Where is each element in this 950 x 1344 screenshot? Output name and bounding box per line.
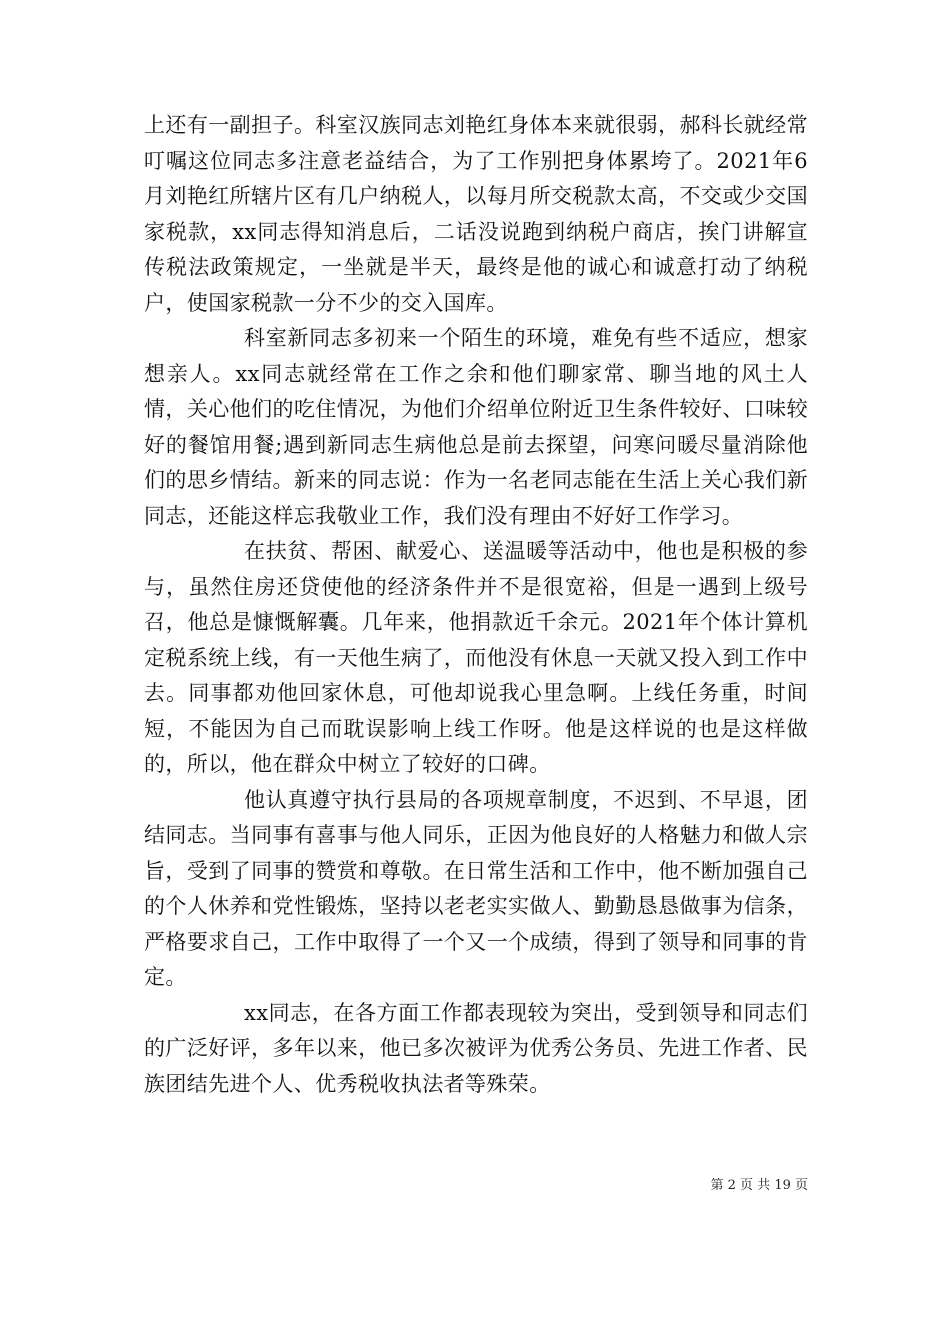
paragraph-4: 他认真遵守执行县局的各项规章制度，不迟到、不早退，团结同志。当同事有喜事与他人同乐，正因为他良好的人格魅力和做人宗旨，受到了同事的赞赏和尊敬。在日常生活和工作中，他不断加强自己的个人休养和党性锻炼，坚持以老老实实做人、勤勤恳恳做事为信条，严格要求自己，工作中取得了一个又一个成绩，得到了领导和同事的肯定。 (144, 787, 808, 989)
paragraph-3: 在扶贫、帮困、献爱心、送温暖等活动中，他也是积极的参与，虽然住房还贷使他的经济条件并不是很宽裕，但是一遇到上级号召，他总是慷慨解囊。几年来，他捐款近千余元。2021年个体计算机定税系统上线，有一天他生病了，而他没有休息一天就又投入到工作中去。同事都劝他回家休息，可他却说我心里急啊。上线任务重，时间短，不能因为自己而耽误影响上线工作呀。他是这样说的也是这样做的，所以，他在群众中树立了较好的口碑。 (144, 539, 808, 776)
paragraph-5: xx同志，在各方面工作都表现较为突出，受到领导和同志们的广泛好评，多年以来，他已多次被评为优秀公务员、先进工作者、民族团结先进个人、优秀税收执法者等殊荣。 (144, 1000, 808, 1096)
document-body (144, 108, 808, 1102)
page-number: 第 2 页 共 19 页 (710, 1178, 808, 1193)
paragraph-2: 科室新同志多初来一个陌生的环境，难免有些不适应，想家想亲人。xx同志就经常在工作之余和他们聊家常、聊当地的风土人情，关心他们的吃住情况，为他们介绍单位附近卫生条件较好、口味较好的餐馆用餐;遇到新同志生病他总是前去探望，问寒问暖尽量消除他们的思乡情结。新来的同志说：作为一名老同志能在生活上关心我们新同志，还能这样忘我敬业工作，我们没有理由不好好工作学习。 (144, 326, 808, 528)
paragraph-1: 上还有一副担子。科室汉族同志刘艳红身体本来就很弱，郝科长就经常叮嘱这位同志多注意老益结合，为了工作别把身体累垮了。2021年6月刘艳红所辖片区有几户纳税人，以每月所交税款太高，不交或少交国家税款，xx同志得知消息后，二话没说跑到纳税户商店，挨门讲解宣传税法政策规定，一坐就是半天，最终是他的诚心和诚意打动了纳税户，使国家税款一分不少的交入国库。 (144, 113, 808, 315)
